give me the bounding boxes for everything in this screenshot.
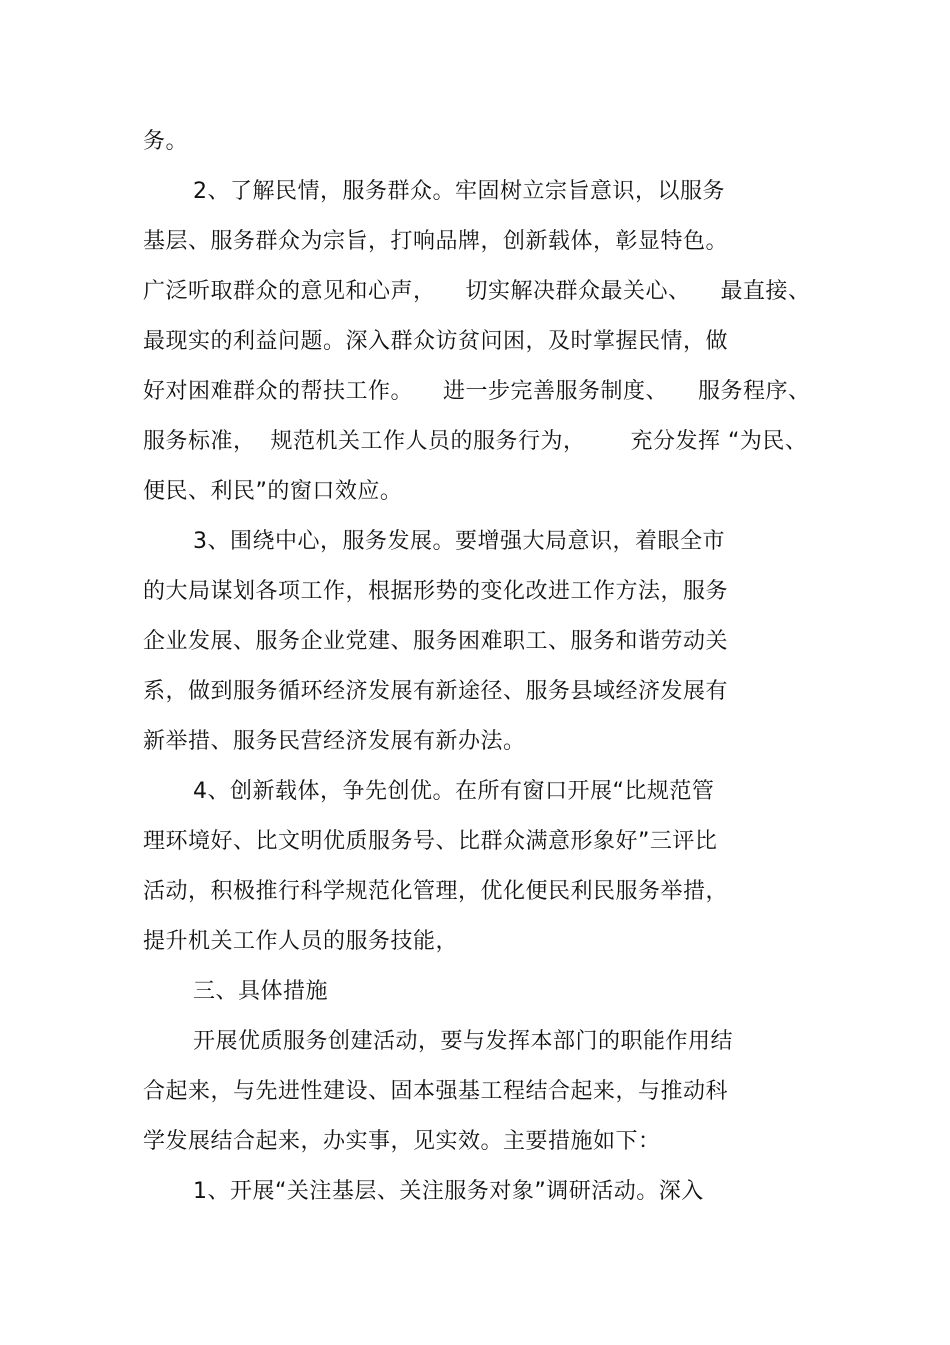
text-line: 务。: [143, 129, 189, 154]
text-line: 便民、利民”的窗口效应。: [143, 479, 403, 504]
text-line: 2、了解民情，服务群众。牢固树立宗旨意识，以服务: [193, 179, 725, 204]
text-line: 开展优质服务创建活动，要与发挥本部门的职能作用结: [193, 1029, 734, 1054]
text-line: 1、开展“关注基层、关注服务对象”调研活动。深入: [193, 1179, 704, 1204]
text-line: 的大局谋划各项工作，根据形势的变化改进工作方法，服务: [143, 579, 729, 604]
text-line: 新举措、服务民营经济发展有新办法。: [143, 729, 526, 754]
text-line: 学发展结合起来，办实事，见实效。主要措施如下：: [143, 1129, 661, 1154]
text-line: 好对困难群众的帮扶工作。 进一步完善服务制度、 服务程序、: [143, 379, 811, 404]
text-line: 企业发展、服务企业党建、服务困难职工、服务和谐劳动关: [143, 629, 729, 654]
text-line: 服务标准， 规范机关工作人员的服务行为， 充分发挥 “为民、: [143, 429, 808, 454]
text-line: 提升机关工作人员的服务技能，: [143, 929, 459, 954]
section-heading: 三、具体措施: [193, 979, 329, 1004]
text-line: 3、围绕中心，服务发展。要增强大局意识，着眼全市: [193, 529, 725, 554]
text-line: 系，做到服务循环经济发展有新途径、服务县域经济发展有: [143, 679, 729, 704]
text-line: 理环境好、比文明优质服务号、比群众满意形象好”三评比: [143, 829, 718, 854]
text-line: 最现实的利益问题。深入群众访贫问困，及时掌握民情，做: [143, 329, 729, 354]
text-line: 广泛听取群众的意见和心声， 切实解决群众最关心、 最直接、: [143, 279, 811, 304]
text-line: 合起来，与先进性建设、固本强基工程结合起来，与推动科: [143, 1079, 729, 1104]
text-line: 4、创新载体，争先创优。在所有窗口开展“比规范管: [193, 779, 715, 804]
text-line: 基层、服务群众为宗旨，打响品牌，创新载体，彰显特色。: [143, 229, 729, 254]
text-line: 活动，积极推行科学规范化管理，优化便民利民服务举措，: [143, 879, 729, 904]
